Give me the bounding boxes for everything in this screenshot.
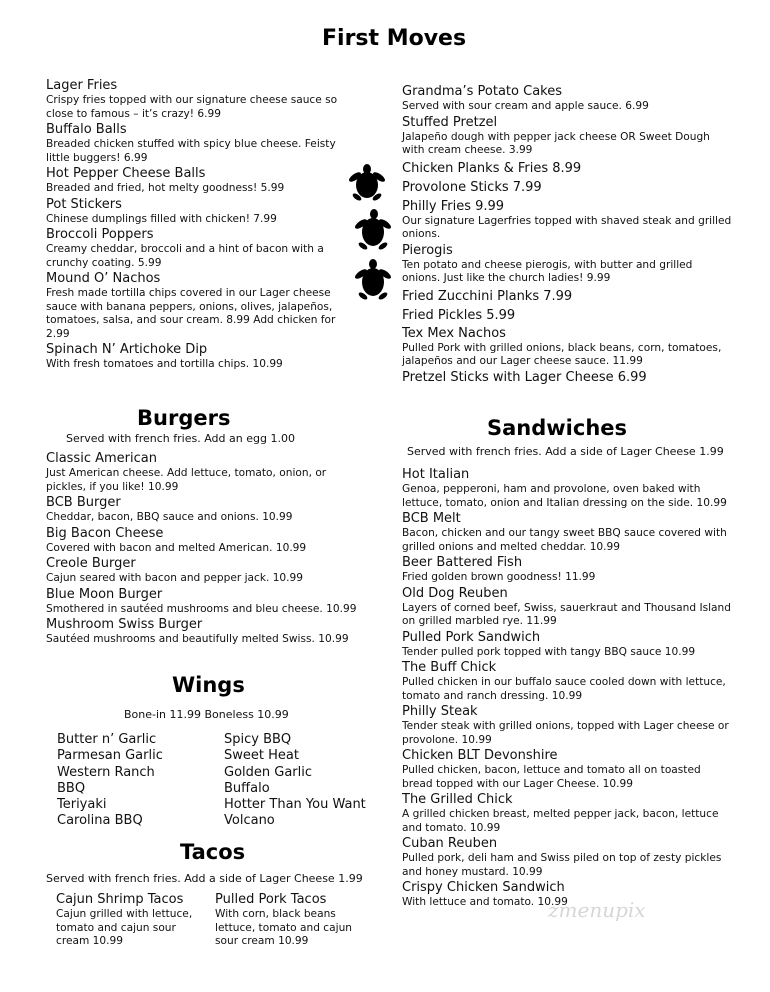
tacos-heading: Tacos [180, 840, 246, 864]
wing-flavor: BBQ [57, 780, 86, 796]
wings-note: Bone-in 11.99 Boneless 10.99 [124, 708, 289, 721]
menu-item-name: Fried Pickles 5.99 [402, 307, 516, 323]
menu-item [402, 748, 732, 791]
first-moves-left-list [46, 78, 356, 372]
menu-item [46, 197, 356, 227]
menu-item [46, 617, 366, 647]
watermark: zmenupix [548, 898, 646, 922]
menu-item-name: Hot Pepper Cheese Balls [46, 166, 206, 181]
wings-heading: Wings [172, 673, 245, 697]
menu-item-desc: Creamy cheddar, broccoli and a hint of bacon with a crunchy coating. 5.99 [46, 243, 324, 269]
menu-item [402, 704, 732, 747]
menu-item-name: Pot Stickers [46, 196, 122, 212]
menu-item [46, 495, 366, 525]
menu-item-name: Pierogis [402, 242, 453, 258]
menu-item [402, 586, 732, 629]
menu-item [46, 271, 356, 341]
menu-item-desc: With fresh tomatoes and tortilla chips. 10.99 [46, 358, 283, 370]
menu-item [402, 836, 732, 879]
menu-item [46, 526, 366, 556]
wings-flavors-right [224, 732, 366, 830]
menu-item-name: Mushroom Swiss Burger [46, 617, 203, 632]
menu-item-desc: Smothered in sautéed mushrooms and bleu cheese. 10.99 [46, 602, 357, 615]
menu-item-name: Tex Mex Nachos [402, 325, 506, 341]
menu-item [46, 587, 366, 617]
menu-item [402, 511, 732, 554]
menu-item [46, 227, 356, 270]
menu-item-desc: Chinese dumplings filled with chicken! 7.99 [46, 212, 277, 225]
wing-flavor: Hotter Than You Want [224, 797, 366, 813]
menu-item [402, 660, 732, 703]
menu-item-desc: Bacon, chicken and our tangy sweet BBQ sauce covered with grilled onions and melted cheddar. 10.99 [402, 527, 727, 553]
menu-item-desc: Breaded chicken stuffed with spicy blue cheese. Feisty little buggers! 6.99 [46, 138, 336, 164]
menu-item-desc: Served with sour cream and apple sauce. 6.99 [402, 100, 649, 112]
menu-item [402, 792, 732, 835]
menu-item-name: Philly Fries 9.99 [402, 198, 505, 214]
menu-item [46, 78, 356, 121]
menu-item [402, 326, 732, 369]
menu-item [46, 451, 366, 494]
menu-item [402, 243, 732, 286]
menu-item-name: The Buff Chick [402, 660, 497, 675]
menu-item-name: Chicken BLT Devonshire [402, 748, 558, 763]
menu-item-desc: Sautéed mushrooms and beautifully melted Swiss. 10.99 [46, 633, 349, 645]
menu-item-name: Provolone Sticks 7.99 [402, 179, 542, 195]
menu-item [402, 370, 732, 386]
sandwiches-note: Served with french fries. Add a side of Lager Cheese 1.99 [407, 445, 724, 458]
wings-flavors-left [57, 732, 163, 830]
menu-item-desc: Pulled chicken in our buffalo sauce cooled down with lettuce, tomato and ranch dressing. 10.99 [402, 676, 726, 702]
menu-item-name: Philly Steak [402, 704, 478, 719]
menu-item-name: Hot Italian [402, 467, 470, 482]
menu-item-name: Beer Battered Fish [402, 555, 523, 570]
menu-item-desc: Breaded and fried, hot melty goodness! 5.99 [46, 182, 285, 194]
wing-flavor: Western Ranch [57, 764, 155, 780]
menu-item-name: Mound O’ Nachos [46, 271, 161, 286]
taco-name: Pulled Pork Tacos [215, 892, 327, 907]
menu-item-desc: Covered with bacon and melted American. 10.99 [46, 541, 307, 554]
turtle-icon [352, 258, 394, 304]
menu-item [402, 84, 732, 114]
menu-item-desc: Tender pulled pork topped with tangy BBQ sauce 10.99 [402, 645, 696, 658]
wing-flavor: Sweet Heat [224, 748, 299, 764]
menu-item [402, 289, 732, 305]
menu-item-desc: Fresh made tortilla chips covered in our Lager cheese sauce with banana peppers, onions, olives, jalapeños, tomatoes, salsa, and sour cream. 8.99 Add chicken for 2.99 [46, 287, 336, 340]
menu-item [402, 161, 732, 177]
menu-item-name: Pulled Pork Sandwich [402, 629, 541, 645]
menu-item [46, 166, 356, 196]
menu-item-name: Grandma’s Potato Cakes [402, 84, 562, 99]
menu-item-name: Chicken Planks & Fries 8.99 [402, 160, 582, 176]
menu-item [402, 180, 732, 196]
wing-flavor: Teriyaki [57, 797, 107, 813]
wing-flavor: Parmesan Garlic [57, 748, 163, 764]
menu-item-name: Crispy Chicken Sandwich [402, 880, 565, 895]
menu-item-desc: A grilled chicken breast, melted pepper jack, bacon, lettuce and tomato. 10.99 [402, 808, 719, 834]
wing-flavor: Spicy BBQ [224, 732, 292, 747]
menu-item-name: BCB Burger [46, 495, 121, 510]
menu-item-desc: Tender steak with grilled onions, topped with Lager cheese or provolone. 10.99 [402, 720, 729, 746]
taco-desc: Cajun grilled with lettuce, tomato and cajun sour cream 10.99 [56, 908, 193, 947]
menu-item-desc: Jalapeño dough with pepper jack cheese OR Sweet Dough with cream cheese. 3.99 [402, 130, 710, 156]
menu-item-desc: Crispy fries topped with our signature cheese sauce so close to famous – it’s crazy! 6.99 [46, 94, 338, 120]
burgers-heading: Burgers [137, 406, 231, 430]
taco-item [215, 892, 365, 949]
menu-item-name: Pretzel Sticks with Lager Cheese 6.99 [402, 369, 647, 385]
turtle-icon [347, 163, 387, 205]
menu-item-desc: Fried golden brown goodness! 11.99 [402, 571, 596, 583]
menu-item-name: BCB Melt [402, 511, 461, 526]
menu-item [402, 308, 732, 324]
menu-item-desc: Pulled pork, deli ham and Swiss piled on top of zesty pickles and honey mustard. 10.99 [402, 852, 722, 878]
menu-item [46, 342, 356, 372]
menu-item [402, 115, 732, 158]
menu-item [402, 199, 732, 242]
wing-flavor: Butter n’ Garlic [57, 732, 157, 747]
sandwiches-list [402, 467, 732, 910]
menu-item-name: Blue Moon Burger [46, 586, 163, 602]
menu-item-name: Old Dog Reuben [402, 585, 508, 601]
menu-item [402, 630, 732, 660]
tacos-note: Served with french fries. Add a side of Lager Cheese 1.99 [46, 872, 363, 885]
menu-item-desc: Ten potato and cheese pierogis, with butter and grilled onions. Just like the church ladies! 9.99 [402, 258, 693, 284]
menu-item-name: Lager Fries [46, 78, 118, 93]
burgers-note: Served with french fries. Add an egg 1.00 [66, 432, 295, 445]
taco-item [56, 892, 206, 949]
first-moves-heading: First Moves [322, 26, 467, 51]
turtle-icon [353, 208, 393, 254]
wing-flavor: Carolina BBQ [57, 813, 143, 829]
menu-item-desc: Cheddar, bacon, BBQ sauce and onions. 10.99 [46, 511, 293, 523]
menu-item-name: Cuban Reuben [402, 836, 498, 851]
menu-item-name: Big Bacon Cheese [46, 525, 164, 541]
menu-item-name: Classic American [46, 451, 157, 466]
menu-item-desc: Cajun seared with bacon and pepper jack. 10.99 [46, 572, 304, 584]
menu-item-desc: Pulled chicken, bacon, lettuce and tomato all on toasted bread topped with our Lager Cheese. 10.99 [402, 764, 701, 790]
wing-flavor: Golden Garlic [224, 764, 313, 780]
menu-item [402, 555, 732, 585]
menu-item-desc: Genoa, pepperoni, ham and provolone, oven baked with lettuce, tomato, onion and Italian dressing on the side. 10.99 [402, 483, 727, 509]
menu-item [46, 122, 356, 165]
menu-item-desc: Our signature Lagerfries topped with shaved steak and grilled onions. [402, 214, 732, 240]
menu-item [402, 467, 732, 510]
taco-desc: With corn, black beans lettuce, tomato and cajun sour cream 10.99 [215, 908, 352, 947]
wing-flavor: Volcano [224, 813, 275, 829]
taco-name: Cajun Shrimp Tacos [56, 892, 184, 907]
wing-flavor: Buffalo [224, 780, 270, 796]
menu-item-name: Stuffed Pretzel [402, 114, 498, 130]
menu-item-name: Spinach N’ Artichoke Dip [46, 342, 208, 357]
menu-item-desc: Pulled Pork with grilled onions, black beans, corn, tomatoes, jalapeños and our Lager cheese sauce. 11.99 [402, 341, 722, 367]
menu-item-name: Broccoli Poppers [46, 227, 154, 242]
sandwiches-heading: Sandwiches [487, 416, 628, 440]
menu-item-name: The Grilled Chick [402, 792, 513, 807]
menu-item-name: Buffalo Balls [46, 122, 127, 137]
menu-item-name: Creole Burger [46, 556, 136, 571]
menu-item [46, 556, 366, 586]
first-moves-right-list [402, 84, 732, 386]
menu-item-desc: Layers of corned beef, Swiss, sauerkraut and Thousand Island on grilled marbled rye. 11.99 [402, 601, 731, 627]
burgers-list [46, 451, 366, 647]
menu-item-desc: With lettuce and tomato. 10.99 [402, 896, 568, 908]
menu-item-desc: Just American cheese. Add lettuce, tomato, onion, or pickles, if you like! 10.99 [46, 467, 327, 493]
menu-item-name: Fried Zucchini Planks 7.99 [402, 288, 573, 304]
